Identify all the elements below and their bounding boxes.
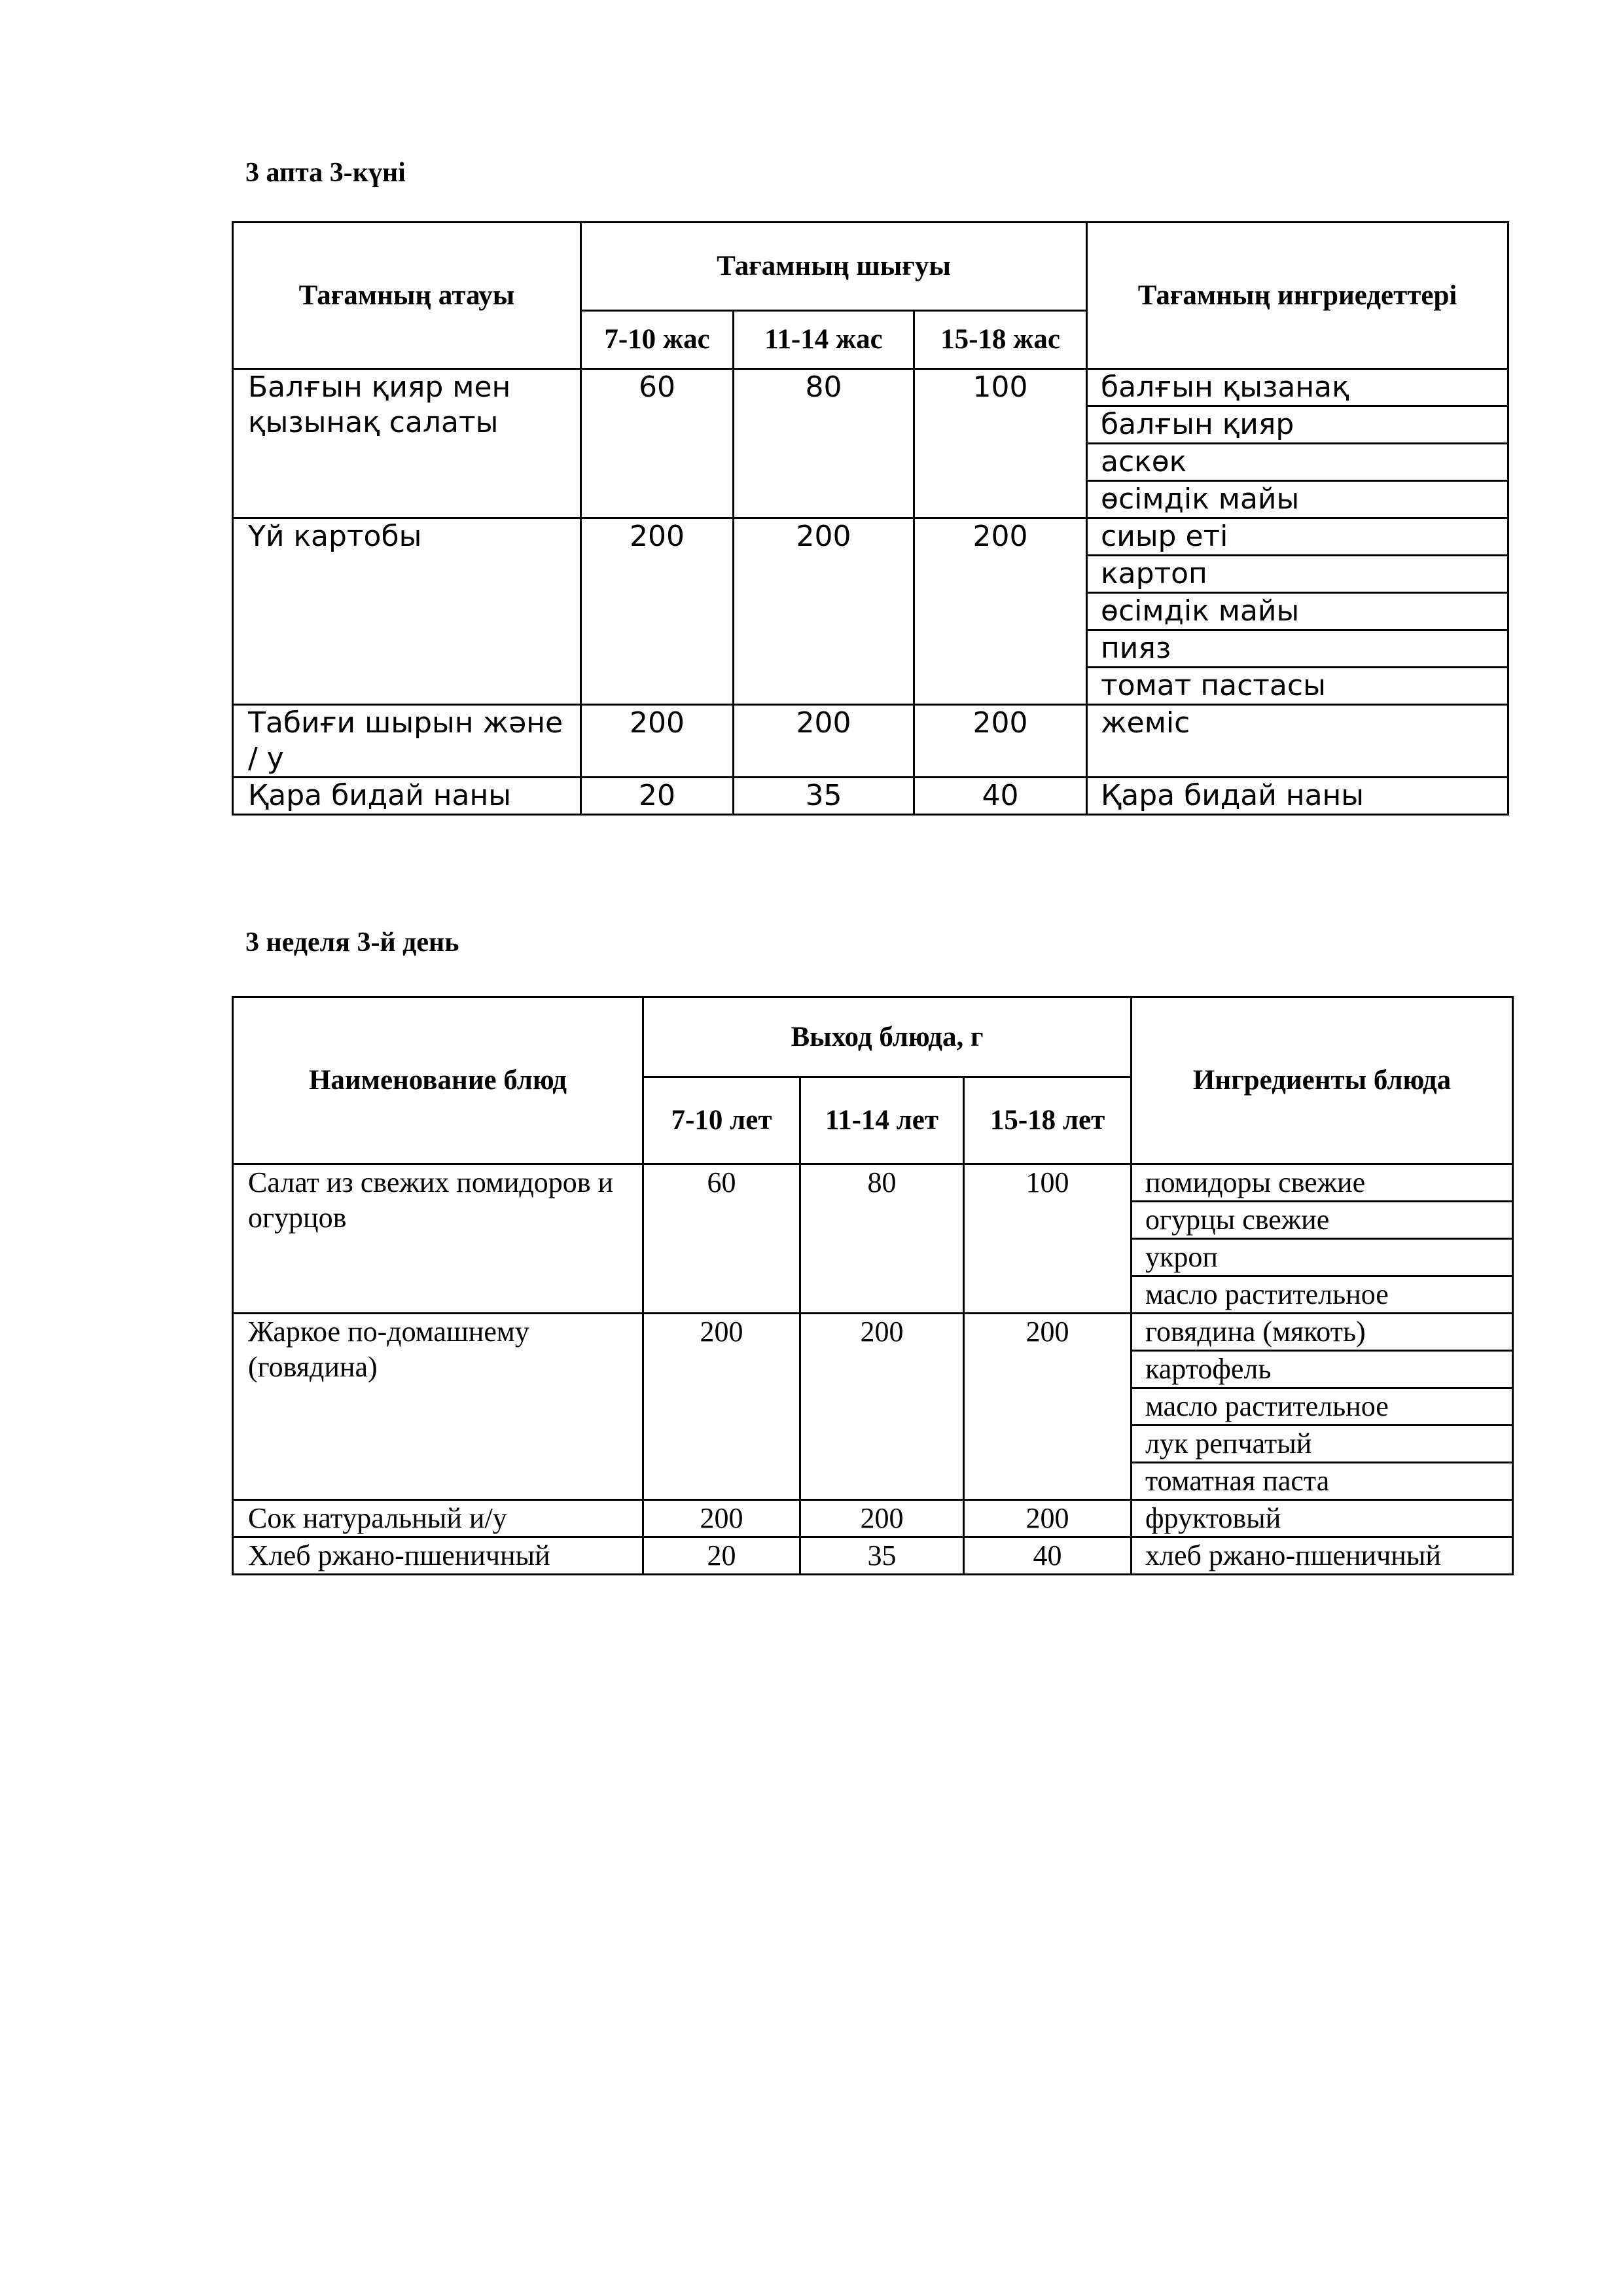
ru-header-row bbox=[233, 997, 1513, 1077]
yield-15-18: 40 bbox=[914, 778, 1087, 815]
ingredient: масло растительное bbox=[1132, 1276, 1513, 1314]
kz-age-15-18: 15-18 жас bbox=[914, 311, 1087, 369]
yield-11-14: 35 bbox=[800, 1537, 964, 1575]
yield-7-10: 200 bbox=[581, 705, 734, 778]
dish-name: Балғын қияр мен қызынақ салаты bbox=[233, 369, 581, 518]
ingredient: хлеб ржано-пшеничный bbox=[1132, 1537, 1513, 1575]
ingredient: картоп bbox=[1087, 556, 1508, 593]
yield-11-14: 200 bbox=[734, 518, 914, 705]
table-row bbox=[233, 1500, 1513, 1537]
ingredient: огурцы свежие bbox=[1132, 1202, 1513, 1239]
ru-age-11-14: 11-14 лет bbox=[800, 1077, 964, 1164]
table-row bbox=[233, 1164, 1513, 1202]
dish-name: Табиғи шырын және / у bbox=[233, 705, 581, 778]
yield-15-18: 200 bbox=[914, 518, 1087, 705]
ingredient: балғын қызанақ bbox=[1087, 369, 1508, 406]
ru-col-yield-header: Выход блюда, г bbox=[643, 997, 1132, 1077]
ingredient: балғын қияр bbox=[1087, 406, 1508, 444]
ingredient: сиыр еті bbox=[1087, 518, 1508, 556]
ingredient: томатная паста bbox=[1132, 1463, 1513, 1500]
table-row bbox=[233, 369, 1508, 406]
yield-11-14: 80 bbox=[734, 369, 914, 518]
ingredient: пияз bbox=[1087, 630, 1508, 668]
ru-age-15-18: 15-18 лет bbox=[964, 1077, 1132, 1164]
yield-7-10: 20 bbox=[581, 778, 734, 815]
table-row bbox=[233, 705, 1508, 778]
yield-15-18: 100 bbox=[964, 1164, 1132, 1314]
ru-col-ingredients-header: Ингредиенты блюда bbox=[1132, 997, 1513, 1164]
ingredient: лук репчатый bbox=[1132, 1426, 1513, 1463]
yield-7-10: 200 bbox=[643, 1314, 800, 1500]
yield-7-10: 60 bbox=[643, 1164, 800, 1314]
table-row bbox=[233, 1537, 1513, 1575]
ru-menu-table bbox=[232, 996, 1514, 1575]
ingredient: Қара бидай наны bbox=[1087, 778, 1508, 815]
ingredient: картофель bbox=[1132, 1351, 1513, 1388]
ingredient: фруктовый bbox=[1132, 1500, 1513, 1537]
dish-name: Қара бидай наны bbox=[233, 778, 581, 815]
yield-11-14: 200 bbox=[800, 1500, 964, 1537]
yield-7-10: 60 bbox=[581, 369, 734, 518]
dish-name: Салат из свежих помидоров и огурцов bbox=[233, 1164, 643, 1314]
yield-11-14: 35 bbox=[734, 778, 914, 815]
ingredient: томат пастасы bbox=[1087, 668, 1508, 705]
ingredient: помидоры свежие bbox=[1132, 1164, 1513, 1202]
ingredient: өсімдік майы bbox=[1087, 481, 1508, 518]
yield-7-10: 20 bbox=[643, 1537, 800, 1575]
dish-name: Сок натуральный и/у bbox=[233, 1500, 643, 1537]
kz-col-yield-header: Тағамның шығуы bbox=[581, 223, 1087, 311]
ingredient: укроп bbox=[1132, 1239, 1513, 1276]
kz-menu-table bbox=[232, 221, 1509, 816]
kz-col-name-header: Тағамның атауы bbox=[233, 223, 581, 369]
yield-11-14: 200 bbox=[734, 705, 914, 778]
yield-15-18: 200 bbox=[914, 705, 1087, 778]
dish-name: Хлеб ржано-пшеничный bbox=[233, 1537, 643, 1575]
kz-age-11-14: 11-14 жас bbox=[734, 311, 914, 369]
ru-heading: 3 неделя 3-й день bbox=[245, 927, 459, 958]
dish-name: Жаркое по-домашнему (говядина) bbox=[233, 1314, 643, 1500]
table-row bbox=[233, 518, 1508, 556]
yield-7-10: 200 bbox=[643, 1500, 800, 1537]
table-row bbox=[233, 778, 1508, 815]
yield-15-18: 100 bbox=[914, 369, 1087, 518]
ru-col-name-header: Наименование блюд bbox=[233, 997, 643, 1164]
yield-15-18: 200 bbox=[964, 1314, 1132, 1500]
ingredient: жеміс bbox=[1087, 705, 1508, 778]
kz-age-7-10: 7-10 жас bbox=[581, 311, 734, 369]
dish-name: Үй картобы bbox=[233, 518, 581, 705]
ingredient: говядина (мякоть) bbox=[1132, 1314, 1513, 1351]
yield-11-14: 200 bbox=[800, 1314, 964, 1500]
yield-11-14: 80 bbox=[800, 1164, 964, 1314]
table-row bbox=[233, 1314, 1513, 1351]
yield-15-18: 40 bbox=[964, 1537, 1132, 1575]
ingredient: өсімдік майы bbox=[1087, 593, 1508, 630]
yield-15-18: 200 bbox=[964, 1500, 1132, 1537]
kz-header-row bbox=[233, 223, 1508, 311]
ingredient: масло растительное bbox=[1132, 1388, 1513, 1426]
ru-age-7-10: 7-10 лет bbox=[643, 1077, 800, 1164]
yield-7-10: 200 bbox=[581, 518, 734, 705]
ingredient: аскөк bbox=[1087, 444, 1508, 481]
kz-heading: 3 апта 3-күні bbox=[245, 158, 406, 188]
kz-col-ingredients-header: Тағамның ингриедеттері bbox=[1087, 223, 1508, 369]
